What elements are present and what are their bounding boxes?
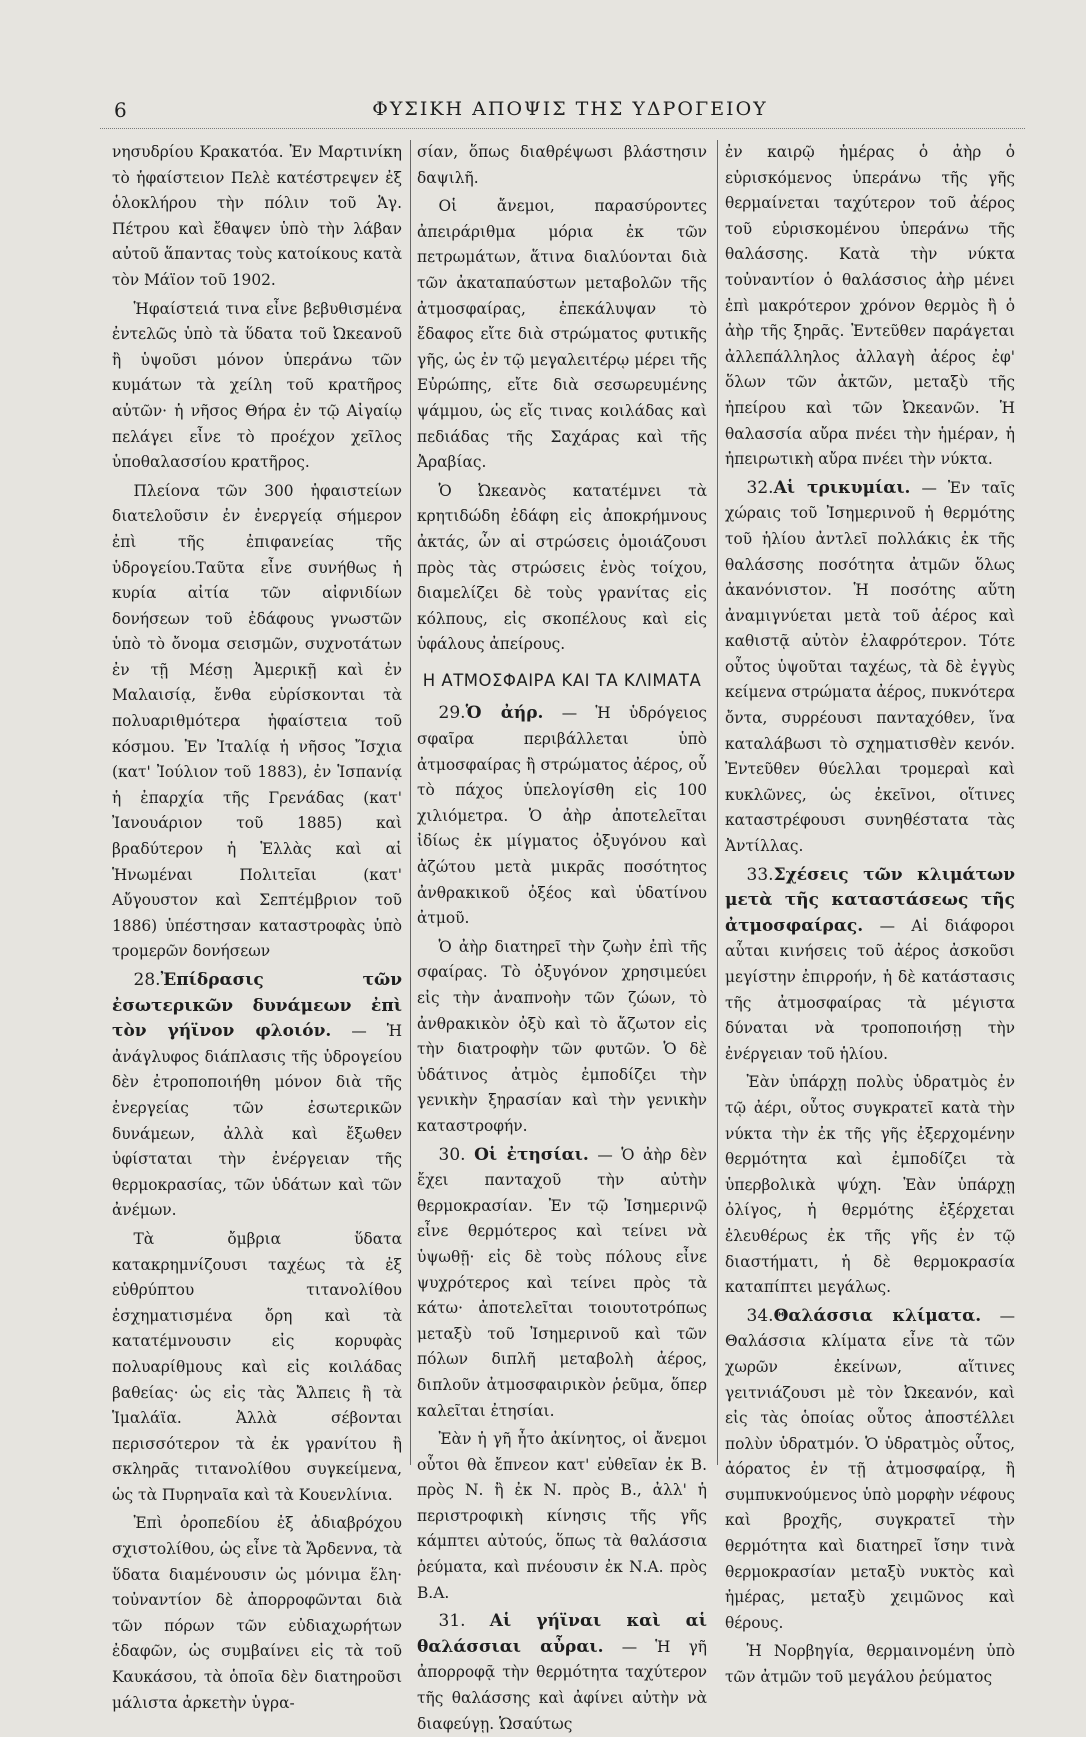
section-28 bbox=[112, 968, 402, 1224]
header-rule bbox=[100, 128, 1025, 129]
section-number: 31. bbox=[438, 1611, 466, 1632]
section-title: Οἱ ἐτησίαι. bbox=[474, 1144, 589, 1165]
section-32 bbox=[725, 476, 1015, 860]
paragraph: Ἡ Νορβηγία, θερμαινομένη ὑπὸ τῶν ἀτμῶν τοῦ μεγάλου ῥεύματος bbox=[725, 1642, 1015, 1687]
paragraph: Οἱ ἄνεμοι, παρασύροντες ἀπειράριθμα μόρια ἐκ τῶν πετρωμάτων, ἅτινα διαλύονται διὰ τῶν ἀκαταπαύστων μεταβολῶν τῆς ἀτμοσφαίρας, ἐπεκάλυψαν τὸ ἔδαφος εἴτε διὰ στρώματος φυτικῆς γῆς, ὡς ἐν τῷ μεγαλειτέρῳ μέρει τῆς Εὐρώπης, εἴτε διὰ σεσωρευμένης ψάμμου, ὡς εἴς τινας κοιλάδας καὶ πεδιάδας τῆς Σαχάρας καὶ τῆς Ἀραβίας. bbox=[417, 197, 707, 472]
section-text: — Ἡ γῆ ἀπορροφᾷ τὴν θερμότητα ταχύτερον τῆς θαλάσσης καὶ ἀφίνει αὐτὴν νὰ διαφεύγῃ. Ὡσαύτως bbox=[417, 1637, 707, 1733]
section-number: 33. bbox=[746, 864, 774, 885]
text-column-2 bbox=[417, 140, 707, 1733]
section-34 bbox=[725, 1304, 1015, 1637]
paragraph: Ἐὰν ἡ γῆ ἦτο ἀκίνητος, οἱ ἄνεμοι οὗτοι θὰ ἔπνεον κατ' εὐθεῖαν ἐκ Β. πρὸς Ν. ἢ ἐκ Ν. πρὸς Β., ἀλλ' ἡ περιστροφικὴ κίνησις τῆς γῆς κάμπτει αὐτούς, ὅπως τὰ θαλάσσια ῥεύματα, καὶ πνέουσιν ἐκ Ν.Α. πρὸς Β.Α. bbox=[417, 1430, 707, 1602]
paragraph: Ἐπὶ ὀροπεδίου ἐξ ἀδιαβρόχου σχιστολίθου, ὡς εἶνε τὰ Ἄρδεννα, τὰ ὕδατα διαμένουσιν ὡς μόνιμα ἕλη· τοὐναντίον δὲ ἀπορροφῶνται διὰ τῶν πόρων τῶν εὐδιαχωρήτων ἐδαφῶν, ὡς συμβαίνει εἰς τὰ τοῦ Καυκάσου, τὰ ὁποῖα δὲν διατηροῦσι μάλιστα ἀρκετὴν ὑγρα- bbox=[112, 1514, 402, 1712]
section-title: Ἐπίδρασις τῶν ἐσωτερικῶν δυνάμεων ἐπὶ τὸν γήϊνον φλοιόν. bbox=[112, 970, 402, 1042]
section-31 bbox=[417, 1609, 707, 1737]
section-title: Θαλάσσια κλίματα. bbox=[773, 1305, 982, 1326]
paragraph: Ὁ ἀὴρ διατηρεῖ τὴν ζωὴν ἐπὶ τῆς σφαίρας. Τὸ ὀξυγόνον χρησιμεύει εἰς τὴν ἀναπνοὴν τῶν ζώων, τὸ ἀνθρακικὸν ὀξὺ καὶ τὸ ἄζωτον εἰς τὴν διατροφὴν τῶν φυτῶν. Ὁ δὲ ὑδάτινος ἀτμὸς ἐμποδίζει τὴν γενικὴν ξηρασίαν καὶ τὴν γενικὴν καταστροφήν. bbox=[417, 937, 707, 1135]
section-number: 29. bbox=[438, 703, 466, 724]
text-column-1 bbox=[112, 140, 402, 1712]
section-text: — Ἐν ταῖς χώραις τοῦ Ἰσημερινοῦ ἡ θερμότης τοῦ ἡλίου ἀντλεῖ πολλάκις ἐκ τῆς θαλάσσης ποσότητα ἀτμῶν ὅλως ἀκανόνιστον. Ἡ ποσότης αὕτη ἀναμιγνύεται μετὰ τοῦ ἀέρος καὶ καθιστᾷ αὐτὸν ἐλαφρότερον. Τότε οὗτος ὑψοῦται ταχέως, τὰ δὲ ἐγγὺς κείμενα στρώματα ἀέρος, πυκνότερα ὄντα, συρρέουσι πανταχόθεν, ἵνα καταλάβωσι τὸ σχηματισθὲν κενόν. Ἐντεῦθεν θύελλαι τρομεραὶ καὶ κυκλῶνες, ὡς ἐκεῖνοι, οἵτινες καταστρέφουσι συνηθέστατα τὰς Ἀντίλλας. bbox=[725, 478, 1015, 856]
paragraph: σίαν, ὅπως διαθρέψωσι βλάστησιν δαψιλῆ. bbox=[417, 143, 707, 187]
running-title: ΦΥΣΙΚΗ ΑΠΟΨΙΣ ΤΗΣ ΥΔΡΟΓΕΙΟΥ bbox=[372, 98, 768, 120]
section-text: — Ἡ ὑδρόγειος σφαῖρα περιβάλλεται ὑπὸ ἀτμοσφαίρας ἢ στρώματος ἀέρος, οὗ τὸ πάχος ὑπελογίσθη εἰς 100 χιλιόμετρα. Ὁ ἀὴρ ἀποτελεῖται ἰδίως ἐκ μίγματος ὀξυγόνου καὶ ἀζώτου μετὰ μικρᾶς ποσότητος ἀνθρακικοῦ ὀξέος καὶ ὑδατίνου ἀτμοῦ. bbox=[417, 704, 707, 928]
section-title: Αἱ τρικυμίαι. bbox=[773, 477, 911, 498]
paragraph: Ἐὰν ὑπάρχῃ πολὺς ὑδρατμὸς ἐν τῷ ἀέρι, οὗτος συγκρατεῖ κατὰ τὴν νύκτα τὴν ἐκ τῆς γῆς ἐξερχομένην θερμότητα καὶ ἐμποδίζει τὰ ὑπερβολικὰ ψύχη. Ἐὰν ὑπάρχῃ ὀλίγος, ἡ θερμότης ἐξέρχεται ἐλευθέρως ἐκ τῆς γῆς ἐν τῷ διαστήματι, ἡ δὲ θερμοκρασία καταπίπτει μεγάλως. bbox=[725, 1073, 1015, 1297]
section-number: 30. bbox=[438, 1144, 466, 1165]
section-text: — Αἱ διάφοροι αὗται κινήσεις τοῦ ἀέρος ἀσκοῦσι μεγίστην ἐπιρροήν, ἡ δὲ κατάστασις τῆς ἀτμοσφαίρας τὰ μέγιστα δύναται νὰ τροποποιήσῃ τὴν ἐνέργειαν τοῦ ἡλίου. bbox=[725, 916, 1015, 1063]
paragraph: Ὁ Ὠκεανὸς κατατέμνει τὰ κρητιδώδη ἐδάφη εἰς ἀποκρήμνους ἀκτάς, ὧν αἱ στρώσεις ὁμοιάζουσι πρὸς τὰς στρώσεις ἑνὸς τοίχου, διαμελίζει δὲ τοὺς γρανίτας εἰς κόλπους, εἰς σκοπέλους καὶ εἰς ὑφάλους ἀπείρους. bbox=[417, 481, 707, 654]
chapter-title: Η ΑΤΜΟΣΦΑΙΡΑ ΚΑΙ ΤΑ ΚΛΙΜΑΤΑ bbox=[422, 670, 702, 690]
paragraph: ἐν καιρῷ ἡμέρας ὁ ἀὴρ ὁ εὑρισκόμενος ὑπεράνω τῆς γῆς θερμαίνεται ταχύτερον τοῦ ἀέρος τοῦ εὑρισκομένου ὑπεράνω τῆς θαλάσσης. Κατὰ τὴν νύκτα τοὐναντίον ὁ θαλάσσιος ἀὴρ μένει ἐπὶ μακρότερον χρόνον θερμὸς ἢ ὁ ἀὴρ τῆς ξηρᾶς. Ἐντεῦθεν παράγεται ἀλλεπάλληλος ἀλλαγὴ ἀέρος ἐφ' ὅλων τῶν ἀκτῶν, μεταξὺ τῆς ἠπείρου καὶ τῶν Ὠκεανῶν. Ἡ θαλασσία αὔρα πνέει τὴν ἡμέραν, ἡ ἠπειρωτικὴ αὔρα πνέει τὴν νύκτα. bbox=[725, 143, 1015, 469]
column-divider-1 bbox=[410, 140, 411, 1465]
paragraph: Ἡφαίστειά τινα εἶνε βεβυθισμένα ἐντελῶς ὑπὸ τὰ ὕδατα τοῦ Ὠκεανοῦ ἢ ὑψοῦσι μόνον ὑπεράνω τῶν κυμάτων τὰ χείλη τοῦ κρατῆρος αὐτῶν· ἡ νῆσος Θήρα ἐν τῷ Αἰγαίῳ πελάγει εἶνε τὸ προέχον χεῖλος ὑποθαλασσίου κρατῆρος. bbox=[112, 299, 402, 472]
section-title: Αἱ γήϊναι καὶ αἱ θαλάσσιαι αὖραι. bbox=[417, 1611, 707, 1657]
section-text: — Ὁ ἀὴρ δὲν ἔχει πανταχοῦ τὴν αὐτὴν θερμοκρασίαν. Ἐν τῷ Ἰσημερινῷ εἶνε θερμότερος καὶ τείνει νὰ ὑψωθῇ· εἰς δὲ τοὺς πόλους εἶνε ψυχρότερος καὶ τείνει πρὸς τὰ κάτω· ἀποτελεῖται τοιουτοτρόπως μεταξὺ τοῦ Ἰσημερινοῦ καὶ τῶν πόλων διπλῆ μεταβολὴ ἀέρος, διπλοῦν ἀτμοσφαιρικὸν ῥεῦμα, ὅπερ καλεῖται ἐτησίαι. bbox=[417, 1145, 707, 1420]
paragraph: Τὰ ὄμβρια ὕδατα κατακρημνίζουσι ταχέως τὰ ἐξ εὐθρύπτου τιτανολίθου ἐσχηματισμένα ὄρη καὶ τὰ κατατέμνουσιν εἰς κορυφὰς πολυαρίθμους καὶ εἰς κοιλάδας βαθείας· ὡς εἰς τὰς Ἄλπεις ἢ τὰ Ἱμαλάϊα. Ἀλλὰ σέβονται περισσότερον τὰ ἐκ γρανίτου ἢ σκληρᾶς τιτανολίθου συγκείμενα, ὡς τὰ Πυρηναῖα καὶ τὰ Κουενλίνια. bbox=[112, 1229, 402, 1504]
text-column-3 bbox=[725, 140, 1015, 1687]
section-text: — Θαλάσσια κλίματα εἶνε τὰ τῶν χωρῶν ἐκείνων, αἵτινες γειτνιάζουσι μὲ τὸν Ὠκεανόν, καὶ εἰς τὰς ὁποίας οὗτος ἀποστέλλει πολὺν ὑδρατμόν. Ὁ ὑδρατμὸς οὗτος, ἀόρατος ἐν τῇ ἀτμοσφαίρᾳ, ἢ συμπυκνούμενος ὑπὸ μορφὴν νέφους καὶ βροχῆς, συγκρατεῖ τὴν θερμότητα καὶ διατηρεῖ ἴσην τινὰ θερμοκρασίαν μεταξὺ νυκτὸς καὶ ἡμέρας, μεταξὺ χειμῶνος καὶ θέρους. bbox=[725, 1306, 1015, 1632]
section-29 bbox=[417, 701, 707, 931]
section-number: 28. bbox=[133, 970, 161, 990]
section-30 bbox=[417, 1143, 707, 1425]
section-title: Ὁ ἀήρ. bbox=[465, 703, 544, 724]
page-number: 6 bbox=[114, 98, 127, 122]
paragraph: Πλείονα τῶν 300 ἡφαιστείων διατελοῦσιν ἐν ἐνεργείᾳ σήμερον ἐπὶ τῆς ἐπιφανείας τῆς ὑδρογείου.Ταῦτα εἶνε συνήθως ἡ κυρία αἰτία τῶν αἰφνιδίων δονήσεων τοῦ ἐδάφους γνωστῶν ὑπὸ τὸ ὄνομα σεισμῶν, συχνοτάτων ἐν τῇ Μέσῃ Ἀμερικῇ καὶ ἐν Μαλαισίᾳ, ἔνθα εὑρίσκονται τὰ πολυαριθμότερα ἡφαίστεια τοῦ κόσμου. Ἐν Ἰταλίᾳ ἡ νῆσος Ἴσχια (κατ' Ἰούλιον τοῦ 1883), ἐν Ἱσπανίᾳ ἡ ἐπαρχία τῆς Γρενάδας (κατ' Ἰανουάριον τοῦ 1885) καὶ βραδύτερον ἡ Ἑλλὰς καὶ αἱ Ἡνωμέναι Πολιτεῖαι (κατ' Αὔγουστον καὶ Σεπτέμβριον τοῦ 1886) ὑπέστησαν καταστροφὰς ὑπὸ τρομερῶν δονήσεων bbox=[112, 481, 402, 961]
section-33 bbox=[725, 863, 1015, 1068]
page-header bbox=[100, 92, 1040, 132]
paragraph: νησυδρίου Κρακατόα. Ἐν Μαρτινίκη τὸ ἡφαίστειον Πελὲ κατέστρεψεν ἐξ ὁλοκλήρου τὴν πόλιν τοῦ Ἁγ. Πέτρου καὶ ἔθαψεν ὑπὸ τὴν λάβαν αὐτοῦ ἅπαντας τοὺς κατοίκους κατὰ τὸν Μάϊον τοῦ 1902. bbox=[112, 143, 402, 289]
section-number: 34. bbox=[746, 1305, 774, 1326]
column-divider-2 bbox=[717, 140, 718, 1465]
section-title: Σχέσεις τῶν κλιμάτων μετὰ τῆς καταστάσεως τῆς ἀτμοσφαίρας. bbox=[725, 864, 1015, 936]
section-number: 32. bbox=[746, 477, 774, 498]
section-text: — Ἡ ἀνάγλυφος διάπλασις τῆς ὑδρογείου δὲν ἐτροποποιήθη μόνον διὰ τῆς ἐνεργείας τῶν ἐσωτερικῶν δυνάμεων, ἀλλὰ καὶ ἔξωθεν ὑφίσταται τὴν ἐνέργειαν τῆς θερμοκρασίας, τῶν ὑδάτων καὶ τῶν ἀνέμων. bbox=[112, 1022, 402, 1220]
